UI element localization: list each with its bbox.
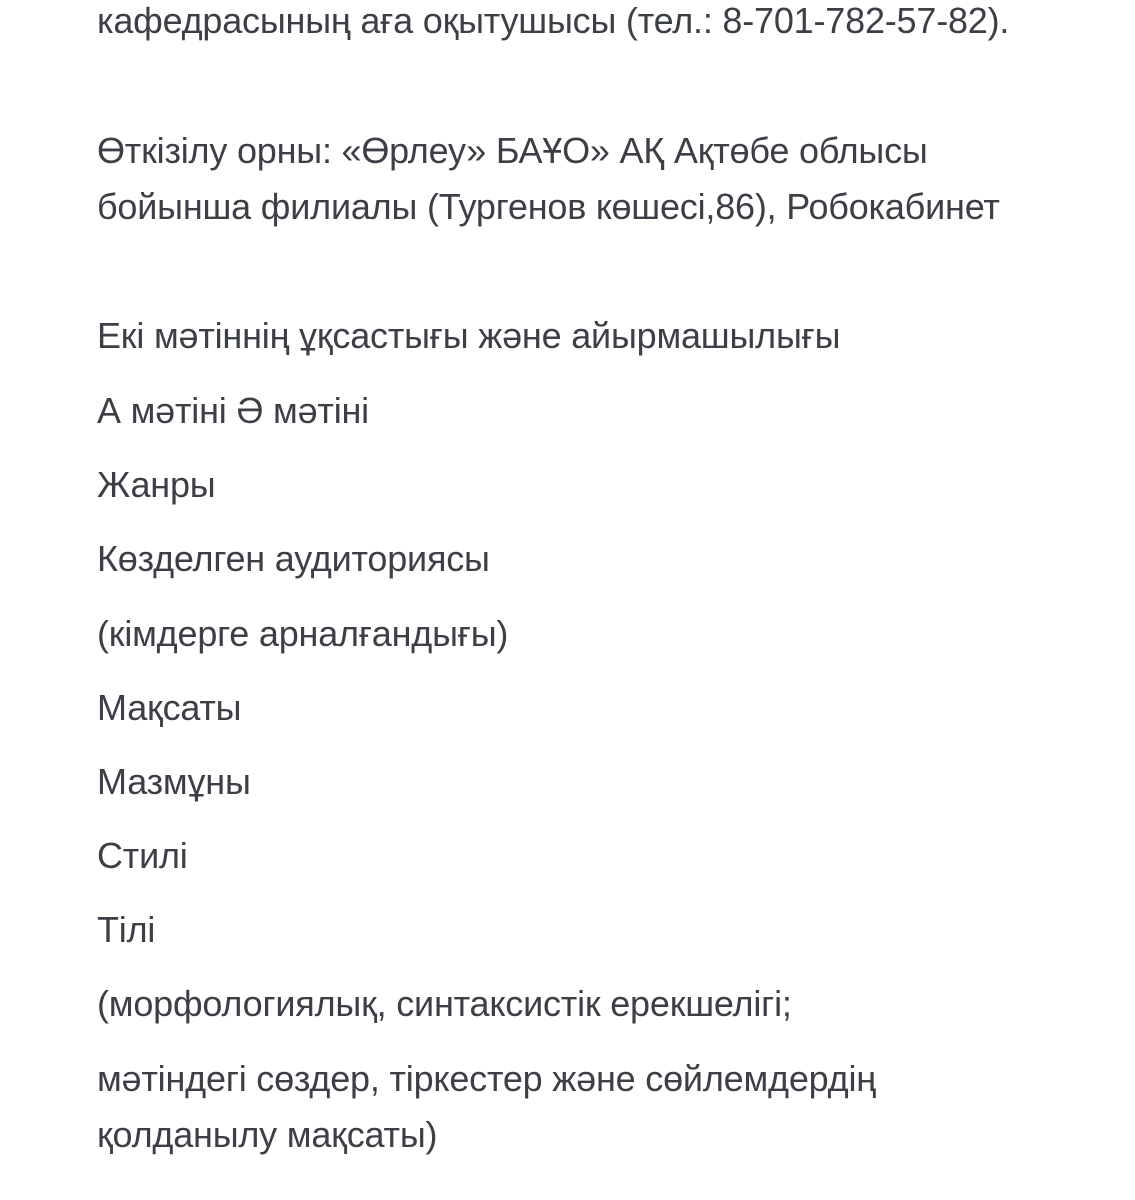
comparison-heading: Екі мәтіннің ұқсастығы және айырмашылығы xyxy=(97,315,841,356)
criterion-content: Мазмұны xyxy=(97,761,251,802)
criterion-genre: Жанры xyxy=(97,464,216,505)
contact-paragraph: кафедрасының аға оқытушысы (тел.: 8-701-782-57-82). xyxy=(97,0,1010,41)
venue-paragraph: Өткізілу орны: «Өрлеу» БАҰО» АҚ Ақтөбе облысы бойынша филиалы (Тургенов көшесі,86), Робокабинет xyxy=(97,130,1000,227)
criterion-style: Стилі xyxy=(97,835,188,876)
criterion-purpose: Мақсаты xyxy=(97,687,242,728)
criterion-language: Тілі xyxy=(97,909,156,950)
criterion-audience: Көзделген аудиториясы xyxy=(97,538,490,579)
criterion-language-note-cont: мәтіндегі сөздер, тіркестер және сөйлемдердің қолданылу мақсаты) xyxy=(97,1058,876,1155)
criterion-audience-note: (кімдерге арналғандығы) xyxy=(97,613,509,654)
criterion-language-note: (морфологиялық, синтаксистік ерекшелігі; xyxy=(97,983,792,1024)
text-columns-line: А мәтіні Ә мәтіні xyxy=(97,390,369,431)
